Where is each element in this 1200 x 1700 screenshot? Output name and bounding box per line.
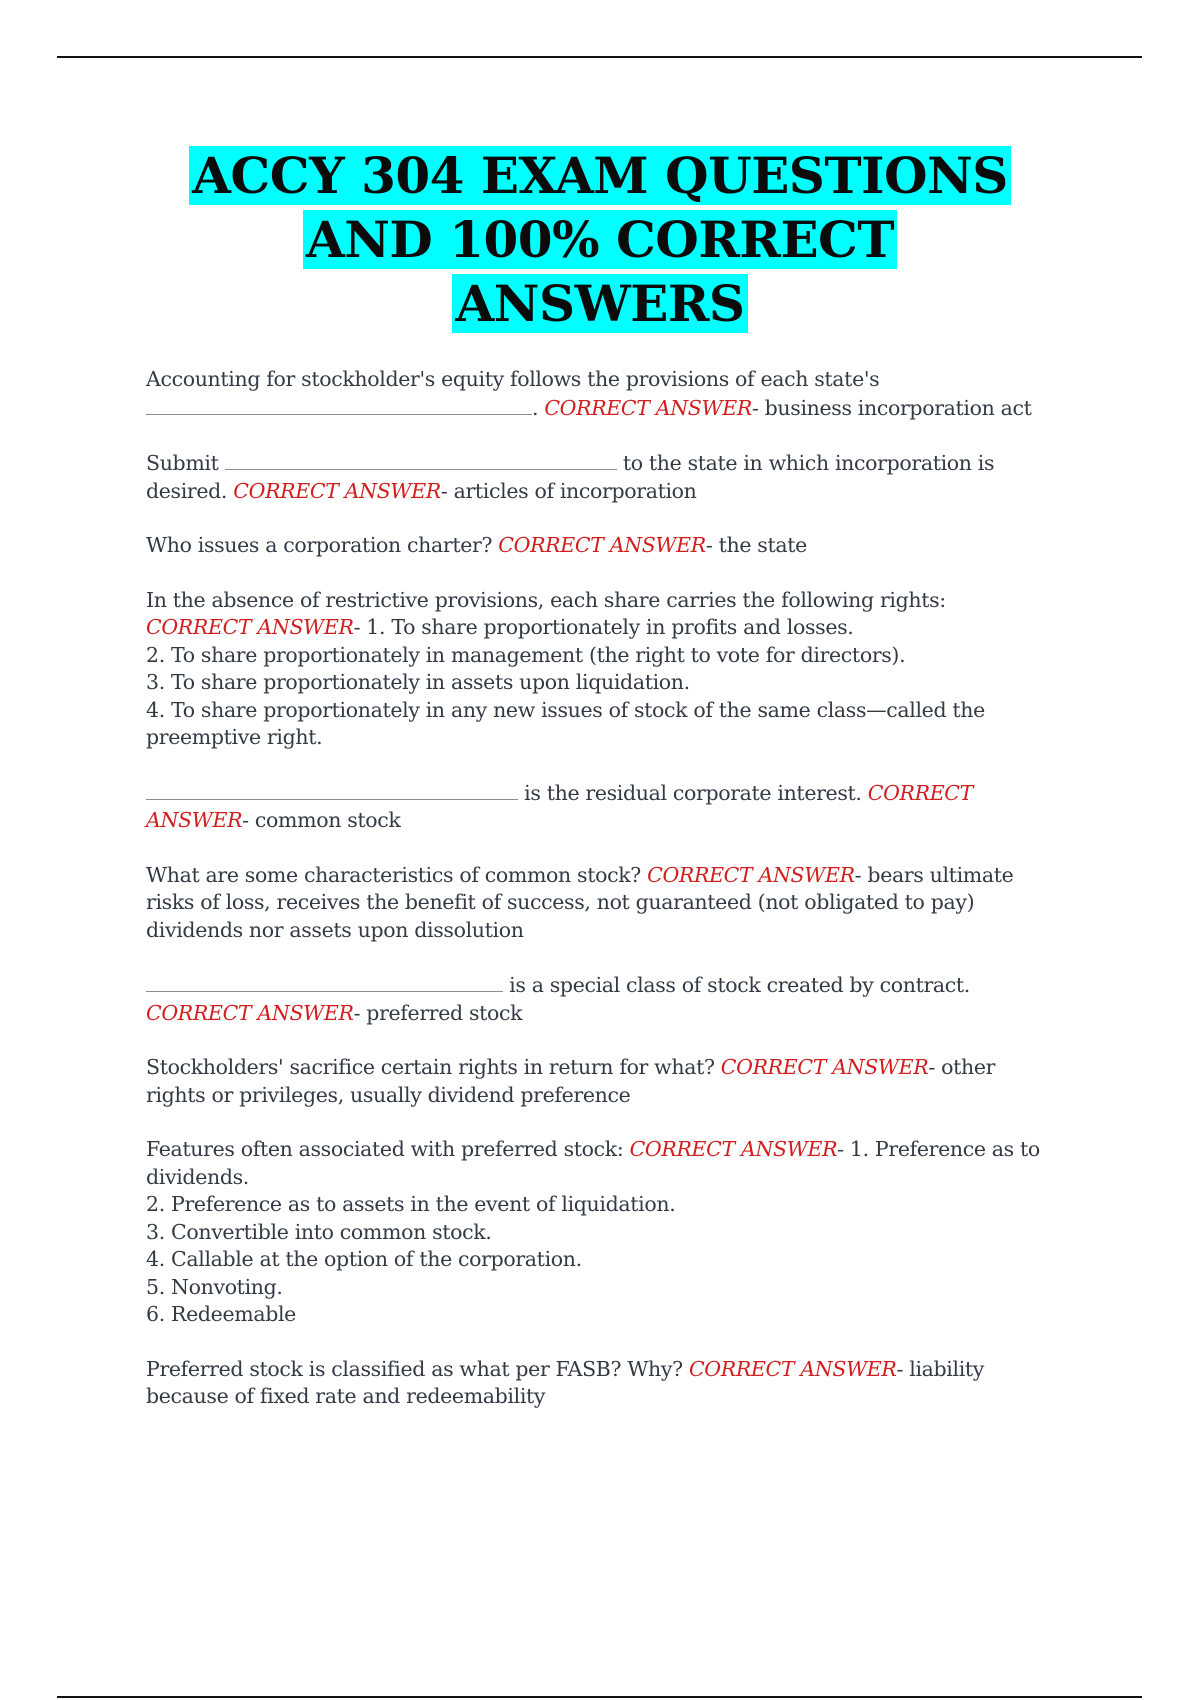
- qa-item-8: [146, 1054, 1086, 1109]
- qa-item-9: [146, 1136, 1086, 1329]
- answer-line: 3. Convertible into common stock.: [146, 1219, 492, 1244]
- answer-text: - articles of incorporation: [440, 478, 697, 503]
- correct-answer-label: CORRECT ANSWER: [647, 862, 855, 887]
- top-rule: [57, 56, 1142, 58]
- answer-line: dividends.: [146, 1164, 249, 1189]
- question-line-1: [146, 1136, 1086, 1164]
- answer-blank: [225, 449, 617, 470]
- answer-line: 5. Nonvoting.: [146, 1274, 283, 1299]
- question-line-1: [146, 532, 1086, 560]
- qa-item-6: [146, 862, 1086, 945]
- title-line-2: AND 100% CORRECT: [303, 210, 897, 269]
- correct-answer-label: CORRECT ANSWER: [629, 1137, 838, 1161]
- question-line-1: [146, 449, 1086, 478]
- qa-item-5: [146, 779, 1086, 835]
- answer-text: - business incorporation act: [751, 395, 1032, 420]
- question-text: Who issues a corporation charter?: [146, 533, 499, 557]
- answer-text: - liability: [896, 1356, 985, 1381]
- question-line-1: [146, 971, 1086, 1000]
- answer-line: risks of loss, receives the benefit of success, not guaranteed (not obligated to pay): [146, 890, 975, 914]
- correct-answer-label-part-2: ANSWER: [146, 808, 243, 832]
- correct-answer-label: CORRECT ANSWER: [498, 533, 706, 557]
- qa-item-7: [146, 971, 1086, 1027]
- answer-blank: [146, 394, 532, 415]
- question-line-2: [146, 478, 1086, 506]
- question-line-2: [146, 394, 1086, 423]
- question-text: Submit: [146, 451, 225, 475]
- correct-answer-label: CORRECT ANSWER: [544, 395, 752, 420]
- answer-line: 3. To share proportionately in assets upon liquidation.: [146, 670, 690, 694]
- answer-blank: [146, 971, 503, 992]
- qa-list: [146, 366, 1086, 1438]
- correct-answer-label-part-1: CORRECT: [867, 780, 973, 805]
- qa-item-1: [146, 366, 1086, 422]
- answer-line: 2. To share proportionately in management (the right to vote for directors).: [146, 642, 906, 667]
- qa-item-2: [146, 449, 1086, 505]
- question-text: Accounting for stockholder's equity follows the provisions of each state's: [146, 367, 880, 391]
- title-line-1: ACCY 304 EXAM QUESTIONS: [189, 146, 1011, 205]
- answer-text: - the state: [705, 533, 807, 557]
- answer-line: 6. Redeemable: [146, 1302, 296, 1326]
- answer-line: 4. To share proportionately in any new issues of stock of the same class—called the: [146, 697, 985, 722]
- correct-answer-label: CORRECT ANSWER: [688, 1356, 897, 1381]
- answer-line: dividends nor assets upon dissolution: [146, 917, 524, 942]
- question-text: .: [532, 395, 545, 420]
- question-text: is a special class of stock created by contract.: [503, 973, 970, 997]
- answer-text: - common stock: [242, 808, 401, 832]
- correct-answer-label: CORRECT ANSWER: [146, 1000, 354, 1025]
- answer-text: - 1. To share proportionately in profits and losses.: [353, 615, 854, 639]
- question-text: is the residual corporate interest.: [518, 780, 868, 805]
- answer-text: - preferred stock: [353, 1000, 523, 1025]
- correct-answer-label: CORRECT ANSWER: [146, 615, 354, 639]
- qa-item-4: [146, 587, 1086, 752]
- bottom-rule: [57, 1696, 1142, 1698]
- question-text: Preferred stock is classified as what per FASB? Why?: [146, 1356, 689, 1381]
- question-text: In the absence of restrictive provisions, each share carries the following rights:: [146, 587, 946, 612]
- answer-line: because of fixed rate and redeemability: [146, 1384, 546, 1408]
- answer-text: - bears ultimate: [854, 862, 1014, 887]
- answer-line: 2. Preference as to assets in the event of liquidation.: [146, 1192, 676, 1216]
- document-title: [0, 144, 1200, 336]
- correct-answer-label: CORRECT ANSWER: [720, 1055, 929, 1079]
- question-line-1: [146, 779, 1086, 808]
- answer-blank: [146, 779, 518, 800]
- correct-answer-label: CORRECT ANSWER: [233, 478, 441, 503]
- question-text: What are some characteristics of common stock?: [146, 862, 648, 887]
- question-line-2: [146, 614, 1086, 642]
- question-text: Features often associated with preferred stock:: [146, 1137, 630, 1161]
- question-line-1: [146, 1054, 1086, 1082]
- question-line-1: [146, 862, 1086, 890]
- answer-line: rights or privileges, usually dividend preference: [146, 1082, 631, 1107]
- question-line-2: [146, 1000, 1086, 1028]
- question-line-2: [146, 807, 1086, 835]
- answer-line: 4. Callable at the option of the corporation.: [146, 1247, 582, 1271]
- qa-item-10: [146, 1356, 1086, 1411]
- question-text: Stockholders' sacrifice certain rights in return for what?: [146, 1055, 721, 1079]
- question-text: desired.: [146, 478, 234, 503]
- question-line-1: [146, 1356, 1086, 1384]
- answer-text: - other: [928, 1055, 996, 1079]
- answer-line: preemptive right.: [146, 725, 323, 749]
- qa-item-3: [146, 532, 1086, 560]
- answer-text: - 1. Preference as to: [837, 1137, 1040, 1161]
- title-block: [0, 144, 1200, 336]
- question-text: to the state in which incorporation is: [616, 451, 995, 475]
- title-line-3: ANSWERS: [452, 274, 747, 333]
